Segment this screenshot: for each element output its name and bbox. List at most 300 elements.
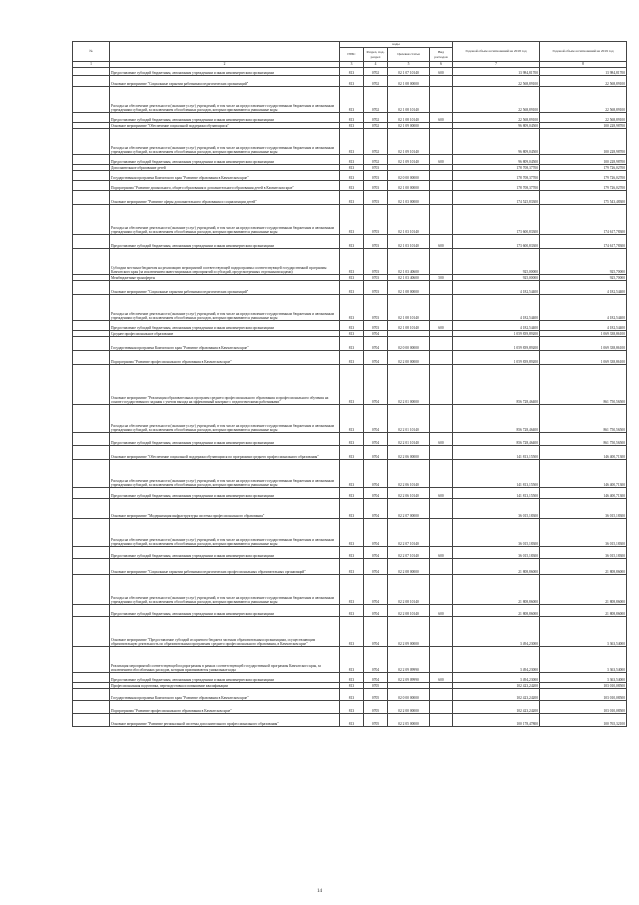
col-index: 3 (340, 62, 364, 68)
col-header-codes: коды (340, 42, 453, 48)
cell-grbs: 813 (340, 113, 364, 123)
cell-2019: 22 568,89100 (540, 113, 627, 123)
cell-name: Предоставление субсидий бюджетным, автономным учреждениям и иным некоммерческим организациям (110, 488, 340, 499)
cell-expense (430, 191, 453, 205)
cell-target: 02 1 08 00000 (388, 281, 430, 295)
cell-2018: 173 600,83300 (453, 205, 540, 235)
cell-name: Расходы на обеспечение деятельности (оказание услуг) учреждений, в том числе на предоставление государственным бюджетным и автономным учреждениям субсидий, за исключением обособленных расходов, которым присваиваются уникальные коды (110, 87, 340, 113)
cell-2019: 146 400,71300 (540, 460, 627, 488)
col-index: 6 (430, 62, 453, 68)
cell-2019: 1 069 338,86100 (540, 337, 627, 351)
table-row (73, 701, 627, 714)
col-index: 7 (453, 62, 540, 68)
cell-target: 02 2 08 10140 (388, 605, 430, 617)
cell-grbs: 813 (340, 205, 364, 235)
col-header-target: Целевая статья (388, 48, 430, 62)
cell-2018: 856 728,46400 (453, 433, 540, 446)
cell-section: 0705 (364, 683, 388, 689)
cell-num (73, 87, 110, 113)
cell-name: Расходы на обеспечение деятельности (оказание услуг) учреждений, в том числе на предоставление государственным бюджетным и автономным учреждениям субсидий, за исключением обособленных расходов, которым присваиваются уникальные коды (110, 460, 340, 488)
cell-expense: 600 (430, 547, 453, 559)
table-row (73, 191, 627, 205)
cell-2018: 174 525,83300 (453, 191, 540, 205)
cell-section: 0703 (364, 171, 388, 181)
cell-expense (430, 365, 453, 405)
cell-num (73, 405, 110, 433)
cell-section: 0704 (364, 647, 388, 673)
table-row (73, 129, 627, 155)
cell-2018: 1 059 839,89200 (453, 337, 540, 351)
table-row (73, 365, 627, 405)
cell-grbs: 813 (340, 575, 364, 605)
cell-2018: 141 813,15500 (453, 488, 540, 499)
cell-2018: 96 809,04500 (453, 129, 540, 155)
cell-2019: 175 543,48300 (540, 191, 627, 205)
cell-target: 02 2 07 00000 (388, 499, 430, 519)
cell-2018: 100 178,47800 (453, 714, 540, 727)
cell-section: 0704 (364, 575, 388, 605)
table-row (73, 433, 627, 446)
cell-expense (430, 129, 453, 155)
col-header-num: № (73, 42, 110, 62)
table-row (73, 405, 627, 433)
cell-2019: 179 726,02700 (540, 181, 627, 191)
cell-target: 02 2 06 10140 (388, 488, 430, 499)
cell-2019: 4 182,54400 (540, 321, 627, 331)
cell-grbs: 813 (340, 129, 364, 155)
table-row (73, 488, 627, 499)
cell-num (73, 647, 110, 673)
cell-target: 02 2 06 10140 (388, 460, 430, 488)
cell-2019: 100 765,32100 (540, 714, 627, 727)
cell-2019: 36 015,18300 (540, 547, 627, 559)
cell-2019: 1 069 338,86100 (540, 331, 627, 337)
cell-2019: 22 568,89100 (540, 87, 627, 113)
col-index: 1 (73, 62, 110, 68)
cell-2018: 36 015,18300 (453, 547, 540, 559)
cell-name: Основное мероприятие "Развитие сферы дополнительного образования и социализации детей" (110, 191, 340, 205)
cell-name: Предоставление субсидий бюджетным, автономным учреждениям и иным некоммерческим организациям (110, 673, 340, 683)
cell-grbs: 813 (340, 351, 364, 365)
cell-num (73, 547, 110, 559)
cell-target: 02 1 09 00000 (388, 123, 430, 129)
cell-2018: 4 182,54400 (453, 321, 540, 331)
cell-2019: 13 984,81700 (540, 68, 627, 76)
cell-num (73, 701, 110, 714)
cell-grbs: 813 (340, 673, 364, 683)
cell-num (73, 433, 110, 446)
cell-grbs: 813 (340, 165, 364, 171)
cell-target: 02 2 06 00000 (388, 446, 430, 460)
cell-name: Предоставление субсидий бюджетным, автономным учреждениям и иным некоммерческим организациям (110, 113, 340, 123)
cell-section: 0703 (364, 321, 388, 331)
cell-section: 0704 (364, 673, 388, 683)
cell-2019: 22 568,89100 (540, 76, 627, 87)
cell-2019: 100 228,98700 (540, 129, 627, 155)
cell-expense (430, 689, 453, 701)
cell-expense (430, 76, 453, 87)
cell-expense (430, 87, 453, 113)
table-row (73, 171, 627, 181)
cell-name: Межбюджетные трансферты (110, 275, 340, 281)
cell-2018: 178 708,37700 (453, 171, 540, 181)
cell-2019: 100 228,98700 (540, 155, 627, 165)
cell-expense (430, 701, 453, 714)
cell-expense: 600 (430, 321, 453, 331)
col-header-2019: Годовой объем ассигнований на 2019 год (540, 42, 627, 62)
col-index: 4 (364, 62, 388, 68)
cell-section: 0704 (364, 446, 388, 460)
cell-2018: 36 015,18300 (453, 499, 540, 519)
cell-name: Основное мероприятие "Обеспечение социальной поддержки обучающихся по программам среднего профессионального образования" (110, 446, 340, 460)
cell-2019: 925,70000 (540, 249, 627, 275)
cell-grbs: 813 (340, 295, 364, 321)
cell-expense: 600 (430, 605, 453, 617)
cell-num (73, 68, 110, 76)
cell-2019: 21 808,86000 (540, 605, 627, 617)
cell-2018: 1 059 839,89200 (453, 331, 540, 337)
cell-num (73, 171, 110, 181)
cell-2019: 21 808,86000 (540, 575, 627, 605)
cell-target: 02 2 01 10140 (388, 433, 430, 446)
cell-grbs: 813 (340, 171, 364, 181)
col-index: 8 (540, 62, 627, 68)
cell-name: Расходы на обеспечение деятельности (оказание услуг) учреждений, в том числе на предоставление государственным бюджетным и автономным учреждениям субсидий, за исключением обособленных расходов, которым присваиваются уникальные коды (110, 575, 340, 605)
table-body (73, 68, 627, 727)
cell-num (73, 205, 110, 235)
cell-section: 0703 (364, 275, 388, 281)
cell-2019: 146 400,71300 (540, 488, 627, 499)
cell-grbs: 813 (340, 701, 364, 714)
cell-2019: 4 182,54400 (540, 281, 627, 295)
cell-2018: 4 182,54400 (453, 295, 540, 321)
cell-target: 02 1 08 00000 (388, 76, 430, 87)
cell-name: Реализация мероприятий соответствующей подпрограммы в рамках соответствующей государственной программы Камчатского края, за исключением обособленных расходов, которым присваиваются уникальные коды (110, 647, 340, 673)
table-row (73, 547, 627, 559)
cell-2018: 173 600,83300 (453, 235, 540, 249)
cell-grbs: 813 (340, 405, 364, 433)
cell-2018: 925,00000 (453, 275, 540, 281)
cell-grbs: 813 (340, 433, 364, 446)
cell-name: Основное мероприятие "Социальные гарантии работникам педагогических организаций" (110, 76, 340, 87)
cell-name: Предоставление субсидий бюджетным, автономным учреждениям и иным некоммерческим организациям (110, 547, 340, 559)
cell-name: Расходы на обеспечение деятельности (оказание услуг) учреждений, в том числе на предоставление государственным бюджетным и автономным учреждениям субсидий, за исключением обособленных расходов, которым присваиваются уникальные коды (110, 129, 340, 155)
cell-expense (430, 575, 453, 605)
cell-num (73, 113, 110, 123)
cell-2019: 36 015,18300 (540, 519, 627, 547)
cell-grbs: 813 (340, 331, 364, 337)
table-row (73, 205, 627, 235)
cell-section: 0702 (364, 123, 388, 129)
cell-name: Основное мероприятие "Обеспечение социальной поддержки обучающихся" (110, 123, 340, 129)
cell-target: 02 2 09 00000 (388, 617, 430, 647)
cell-2018: 3 494,23000 (453, 673, 540, 683)
cell-grbs: 813 (340, 191, 364, 205)
cell-section: 0704 (364, 405, 388, 433)
cell-target: 02 2 09 09990 (388, 647, 430, 673)
cell-expense (430, 647, 453, 673)
cell-target: 02 1 08 10140 (388, 87, 430, 113)
table-row (73, 617, 627, 647)
cell-section: 0702 (364, 155, 388, 165)
cell-name: Предоставление субсидий бюджетным, автономным учреждениям и иным некоммерческим организациям (110, 605, 340, 617)
cell-2019: 1 069 338,86100 (540, 351, 627, 365)
cell-expense: 500 (430, 275, 453, 281)
table-row (73, 714, 627, 727)
cell-target: 02 1 09 10140 (388, 129, 430, 155)
cell-target: 02 1 07 10140 (388, 68, 430, 76)
cell-name: Основное мероприятие "Социальные гарантии работникам педагогических организаций" (110, 281, 340, 295)
cell-section: 0703 (364, 249, 388, 275)
cell-target: 02 1 00 00000 (388, 181, 430, 191)
cell-section: 0704 (364, 351, 388, 365)
cell-name: Основное мероприятие "Предоставление субсидий из краевого бюджета частным образовательным организациям, осуществляющим образовательную деятельность по образовательным программам среднего профессионального образования, в Камчатском крае" (110, 617, 340, 647)
cell-2019: 925,70000 (540, 275, 627, 281)
cell-name: Расходы на обеспечение деятельности (оказание услуг) учреждений, в том числе на предоставление государственным бюджетным и автономным учреждениям субсидий, за исключением обособленных расходов, которым присваиваются уникальные коды (110, 519, 340, 547)
table-row (73, 605, 627, 617)
cell-2018: 141 813,15500 (453, 446, 540, 460)
cell-2019: 861 750,56500 (540, 433, 627, 446)
cell-num (73, 559, 110, 575)
cell-name: Дополнительное образование детей (110, 165, 340, 171)
cell-2019: 146 400,71300 (540, 446, 627, 460)
cell-expense: 600 (430, 68, 453, 76)
cell-name: Основное мероприятие "Социальные гарантии работникам педагогических профессиональных образовательных организаций" (110, 559, 340, 575)
cell-2019: 100 228,98700 (540, 123, 627, 129)
cell-2019: 103 010,08500 (540, 689, 627, 701)
cell-num (73, 365, 110, 405)
cell-num (73, 181, 110, 191)
cell-2018: 21 808,86000 (453, 605, 540, 617)
table-row (73, 76, 627, 87)
cell-section: 0704 (364, 499, 388, 519)
cell-name: Субсидии местным бюджетам на реализацию мероприятий соответствующей подпрограммы соответствующей государственной программы Камчатского края (за исключением инвестиционных мероприятий и субсидий, предусмотренных отдельными кодами) (110, 249, 340, 275)
cell-name: Расходы на обеспечение деятельности (оказание услуг) учреждений, в том числе на предоставление государственным бюджетным и автономным учреждениям субсидий, за исключением обособленных расходов, которым присваиваются уникальные коды (110, 295, 340, 321)
cell-2018: 102 423,24200 (453, 701, 540, 714)
cell-target: 02 2 00 00000 (388, 701, 430, 714)
cell-expense (430, 617, 453, 647)
cell-expense (430, 559, 453, 575)
table-row (73, 559, 627, 575)
cell-2018: 21 808,86000 (453, 575, 540, 605)
cell-expense (430, 249, 453, 275)
cell-target: 02 1 08 10140 (388, 295, 430, 321)
cell-section: 0702 (364, 113, 388, 123)
cell-grbs: 813 (340, 714, 364, 727)
cell-expense (430, 281, 453, 295)
cell-num (73, 575, 110, 605)
cell-section: 0705 (364, 701, 388, 714)
cell-2018: 856 728,46400 (453, 365, 540, 405)
cell-expense (430, 351, 453, 365)
cell-2018: 13 984,81700 (453, 68, 540, 76)
table-row (73, 689, 627, 701)
table-row (73, 647, 627, 673)
cell-2019: 36 015,18300 (540, 499, 627, 519)
cell-name: Государственная программа Камчатского края "Развитие образования в Камчатском крае" (110, 689, 340, 701)
cell-section: 0703 (364, 205, 388, 235)
cell-2019: 21 808,86000 (540, 559, 627, 575)
cell-section: 0704 (364, 460, 388, 488)
cell-2019: 174 617,78300 (540, 205, 627, 235)
cell-num (73, 488, 110, 499)
cell-name: Расходы на обеспечение деятельности (оказание услуг) учреждений, в том числе на предоставление государственным бюджетным и автономным учреждениям субсидий, за исключением обособленных расходов, которым присваиваются уникальные коды (110, 405, 340, 433)
cell-name: Государственная программа Камчатского края "Развитие образования в Камчатском крае" (110, 337, 340, 351)
cell-target: 02 2 00 00000 (388, 351, 430, 365)
table-row (73, 351, 627, 365)
cell-num (73, 519, 110, 547)
cell-target: 02 2 08 00000 (388, 559, 430, 575)
cell-grbs: 813 (340, 460, 364, 488)
cell-name: Предоставление субсидий бюджетным, автономным учреждениям и иным некоммерческим организациям (110, 68, 340, 76)
cell-section: 0705 (364, 689, 388, 701)
budget-table (72, 41, 627, 727)
cell-num (73, 337, 110, 351)
cell-name: Основное мероприятие "Реализация образовательных программ среднего профессионального образования и профессионального обучения на основе государственного задания с учетом выхода на эффективный контракт с педагогическими работниками" (110, 365, 340, 405)
cell-num (73, 76, 110, 87)
cell-target: 02 1 08 10140 (388, 321, 430, 331)
cell-2018: 4 182,54400 (453, 281, 540, 295)
table-row (73, 460, 627, 488)
table-row (73, 87, 627, 113)
cell-name: Основное мероприятие "Развитие региональной системы дополнительного профессионального образования" (110, 714, 340, 727)
cell-grbs: 813 (340, 76, 364, 87)
cell-2018: 3 494,23000 (453, 647, 540, 673)
cell-expense (430, 171, 453, 181)
cell-section: 0704 (364, 605, 388, 617)
cell-name: Предоставление субсидий бюджетным, автономным учреждениям и иным некоммерческим организациям (110, 433, 340, 446)
cell-grbs: 813 (340, 87, 364, 113)
cell-name: Основное мероприятие "Модернизация инфраструктуры системы профессионального образования" (110, 499, 340, 519)
cell-expense (430, 499, 453, 519)
table-row (73, 499, 627, 519)
cell-expense (430, 446, 453, 460)
cell-section: 0704 (364, 488, 388, 499)
cell-2018: 22 568,89100 (453, 113, 540, 123)
cell-expense: 600 (430, 673, 453, 683)
cell-2018: 141 813,15500 (453, 460, 540, 488)
cell-expense: 600 (430, 433, 453, 446)
cell-target: 02 1 03 00000 (388, 191, 430, 205)
cell-target: 02 0 00 00000 (388, 689, 430, 701)
cell-target: 02 2 07 10140 (388, 547, 430, 559)
cell-2019: 3 363,54000 (540, 647, 627, 673)
cell-2019: 103 010,08500 (540, 683, 627, 689)
cell-section: 0703 (364, 235, 388, 249)
cell-grbs: 813 (340, 249, 364, 275)
cell-expense (430, 405, 453, 433)
cell-grbs: 813 (340, 499, 364, 519)
cell-section: 0702 (364, 87, 388, 113)
cell-num (73, 249, 110, 275)
cell-num (73, 155, 110, 165)
cell-expense (430, 205, 453, 235)
cell-name: Государственная программа Камчатского края "Развитие образования в Камчатском крае" (110, 171, 340, 181)
cell-grbs: 813 (340, 235, 364, 249)
cell-grbs: 813 (340, 488, 364, 499)
cell-2019: 4 182,54400 (540, 295, 627, 321)
cell-2019: 3 363,54000 (540, 673, 627, 683)
cell-expense (430, 295, 453, 321)
cell-section: 0703 (364, 181, 388, 191)
col-header-expense: Вид расходов (430, 48, 453, 62)
cell-target: 02 2 05 00000 (388, 714, 430, 727)
cell-section: 0704 (364, 433, 388, 446)
cell-num (73, 235, 110, 249)
cell-name: Подпрограмма "Развитие профессионального образования в Камчатском крае" (110, 701, 340, 714)
cell-grbs: 813 (340, 605, 364, 617)
cell-target: 02 0 00 00000 (388, 337, 430, 351)
cell-2018: 21 808,86000 (453, 559, 540, 575)
cell-grbs: 813 (340, 181, 364, 191)
table-row (73, 673, 627, 683)
cell-2018: 102 423,24200 (453, 689, 540, 701)
cell-num (73, 446, 110, 460)
cell-expense (430, 714, 453, 727)
cell-2018: 102 423,24200 (453, 683, 540, 689)
col-index: 5 (388, 62, 430, 68)
cell-2019: 179 726,02700 (540, 171, 627, 181)
cell-2018: 178 708,37700 (453, 165, 540, 171)
cell-section: 0704 (364, 365, 388, 405)
cell-grbs: 813 (340, 321, 364, 331)
cell-grbs: 813 (340, 547, 364, 559)
cell-name: Подпрограмма "Развитие профессионального образования в Камчатском крае" (110, 351, 340, 365)
cell-num (73, 321, 110, 331)
cell-target: 02 1 03 40600 (388, 249, 430, 275)
cell-section: 0702 (364, 129, 388, 155)
cell-section: 0704 (364, 331, 388, 337)
cell-2019: 861 750,56500 (540, 365, 627, 405)
col-header-name (110, 42, 340, 62)
cell-name: Профессиональная подготовка, переподготовка и повышение квалификации (110, 683, 340, 689)
cell-grbs: 813 (340, 281, 364, 295)
cell-2019: 179 726,02700 (540, 165, 627, 171)
cell-section: 0702 (364, 68, 388, 76)
cell-section: 0703 (364, 295, 388, 321)
table-row (73, 295, 627, 321)
table-row (73, 575, 627, 605)
table-row (73, 181, 627, 191)
cell-grbs: 813 (340, 68, 364, 76)
cell-expense (430, 460, 453, 488)
cell-target: 02 2 01 00000 (388, 365, 430, 405)
cell-section: 0703 (364, 165, 388, 171)
table-row (73, 113, 627, 123)
col-header-2018: Годовой объем ассигнований на 2018 год (453, 42, 540, 62)
cell-expense: 600 (430, 113, 453, 123)
cell-2018: 22 568,89100 (453, 87, 540, 113)
cell-grbs: 813 (340, 559, 364, 575)
col-header-section: Раздел, под-раздел (364, 48, 388, 62)
cell-section: 0704 (364, 519, 388, 547)
cell-expense (430, 337, 453, 351)
cell-section: 0705 (364, 714, 388, 727)
cell-num (73, 191, 110, 205)
cell-grbs: 813 (340, 519, 364, 547)
page-number: 14 (317, 889, 322, 894)
cell-grbs: 813 (340, 275, 364, 281)
cell-num (73, 673, 110, 683)
cell-2018: 96 809,04500 (453, 155, 540, 165)
cell-num (73, 460, 110, 488)
cell-target: 02 0 00 00000 (388, 171, 430, 181)
cell-2018: 22 568,89100 (453, 76, 540, 87)
cell-section: 0703 (364, 281, 388, 295)
cell-section: 0704 (364, 547, 388, 559)
cell-name: Предоставление субсидий бюджетным, автономным учреждениям и иным некоммерческим организациям (110, 321, 340, 331)
cell-section: 0704 (364, 337, 388, 351)
